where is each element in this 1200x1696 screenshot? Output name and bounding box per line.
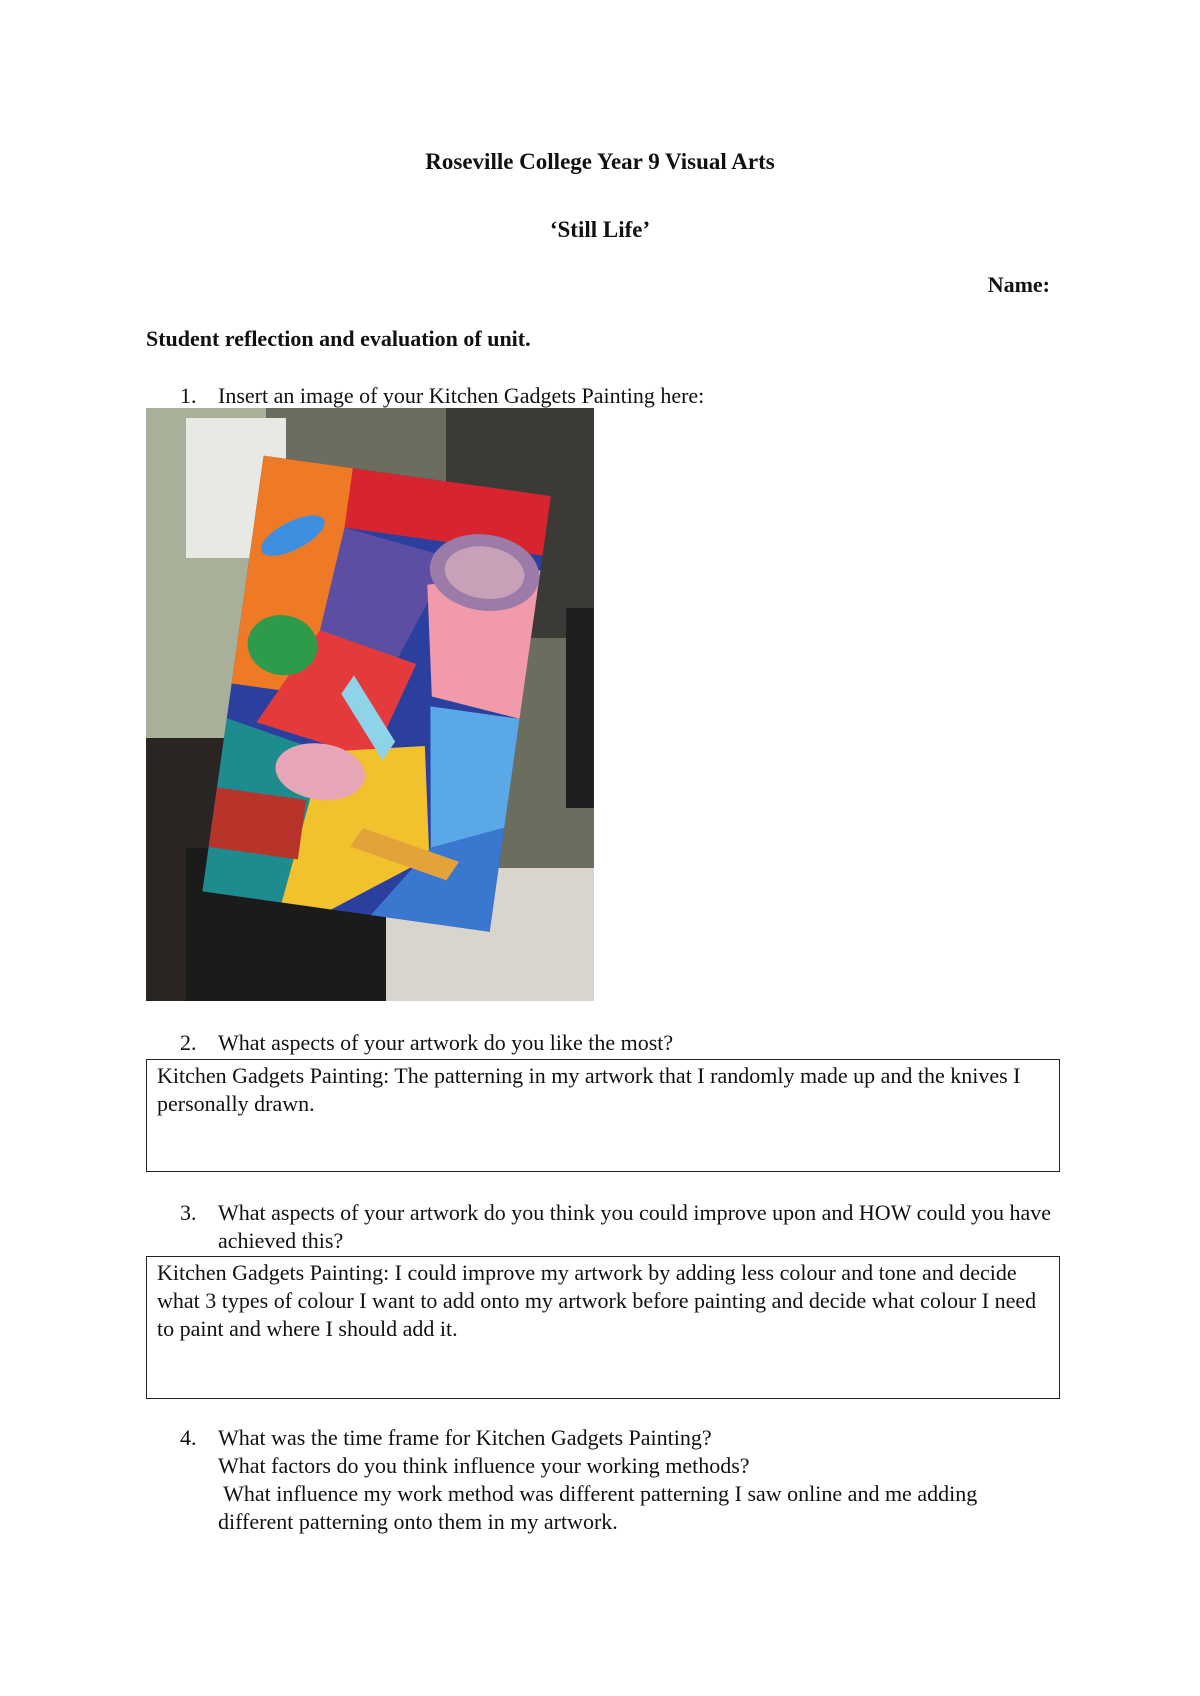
question-4-line-1: What was the time frame for Kitchen Gadgets Painting? bbox=[218, 1425, 712, 1450]
question-3-text: What aspects of your artwork do you think you could improve upon and HOW could you have achieved this? bbox=[218, 1200, 1051, 1253]
answer-box-2[interactable]: Kitchen Gadgets Painting: The patterning in my artwork that I randomly made up and the knives I personally drawn. bbox=[146, 1059, 1060, 1172]
answer-box-3[interactable]: Kitchen Gadgets Painting: I could improve my artwork by adding less colour and tone and decide what 3 types of colour I want to add onto my artwork before painting and decide what colour I need to paint and where I should add it. bbox=[146, 1256, 1060, 1399]
question-2-text: What aspects of your artwork do you like the most? bbox=[218, 1030, 674, 1055]
question-4-number: 4. bbox=[180, 1425, 197, 1450]
document-subtitle: ‘Still Life’ bbox=[549, 217, 651, 242]
name-label: Name: bbox=[987, 272, 1050, 297]
question-1-text: Insert an image of your Kitchen Gadgets Painting here: bbox=[218, 383, 705, 408]
question-2-number: 2. bbox=[180, 1030, 197, 1055]
section-heading: Student reflection and evaluation of unit. bbox=[146, 326, 531, 351]
document-title: Roseville College Year 9 Visual Arts bbox=[425, 149, 775, 174]
question-3-number: 3. bbox=[180, 1200, 197, 1225]
question-4-answer-line-2: different patterning onto them in my artwork. bbox=[218, 1509, 618, 1534]
question-4-answer-line-1: What influence my work method was different patterning I saw online and me adding bbox=[218, 1481, 978, 1506]
kitchen-gadgets-painting-photo bbox=[146, 408, 594, 1001]
question-1-number: 1. bbox=[180, 383, 197, 408]
question-4-line-2: What factors do you think influence your working methods? bbox=[218, 1453, 750, 1478]
